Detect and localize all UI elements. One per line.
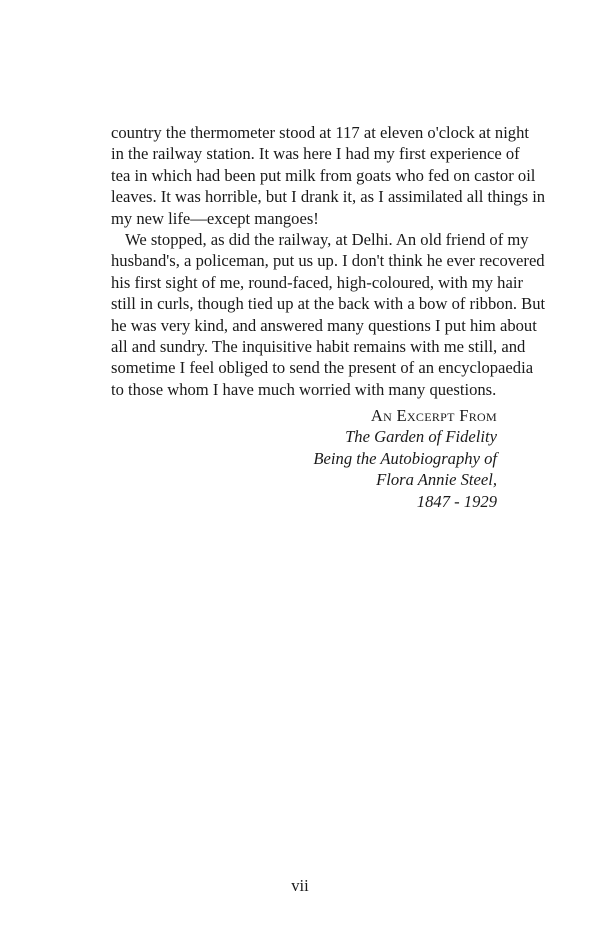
text-line: to those whom I have much worried with many questions. (111, 379, 497, 399)
text-line: We stopped, as did the railway, at Delhi. An old friend of my (125, 230, 529, 250)
book-title: The Garden of Fidelity (345, 427, 497, 447)
excerpt-body (111, 122, 546, 400)
text-line: he was very kind, and answered many questions I put him about (111, 315, 537, 335)
attribution-block (313, 405, 497, 512)
text-line: sometime I feel obliged to send the present of an encyclopaedia (111, 358, 534, 378)
text-line: husband's, a policeman, put us up. I don't think he ever recovered (111, 251, 545, 271)
attribution-heading: An Excerpt From (370, 406, 497, 425)
text-line: still in curls, though tied up at the back with a bow of ribbon. But (111, 294, 546, 314)
paragraph-1 (111, 122, 546, 229)
text-line: tea in which had been put milk from goats who fed on castor oil (111, 165, 536, 185)
paragraph-2 (111, 229, 546, 400)
text-line: my new life—except mangoes! (111, 208, 319, 228)
text-line: leaves. It was horrible, but I drank it, as I assimilated all things in (111, 187, 546, 207)
author-dates: 1847 - 1929 (416, 491, 497, 511)
page-number: vii (291, 876, 309, 895)
text-line: in the railway station. It was here I had my first experience of (111, 144, 520, 164)
author-name: Flora Annie Steel, (376, 470, 497, 490)
text-line: country the thermometer stood at 117 at eleven o'clock at night (111, 123, 530, 142)
text-line: all and sundry. The inquisitive habit remains with me still, and (111, 337, 526, 357)
text-line: his first sight of me, round-faced, high-coloured, with my hair (111, 272, 523, 292)
book-subtitle: Being the Autobiography of (313, 448, 497, 468)
